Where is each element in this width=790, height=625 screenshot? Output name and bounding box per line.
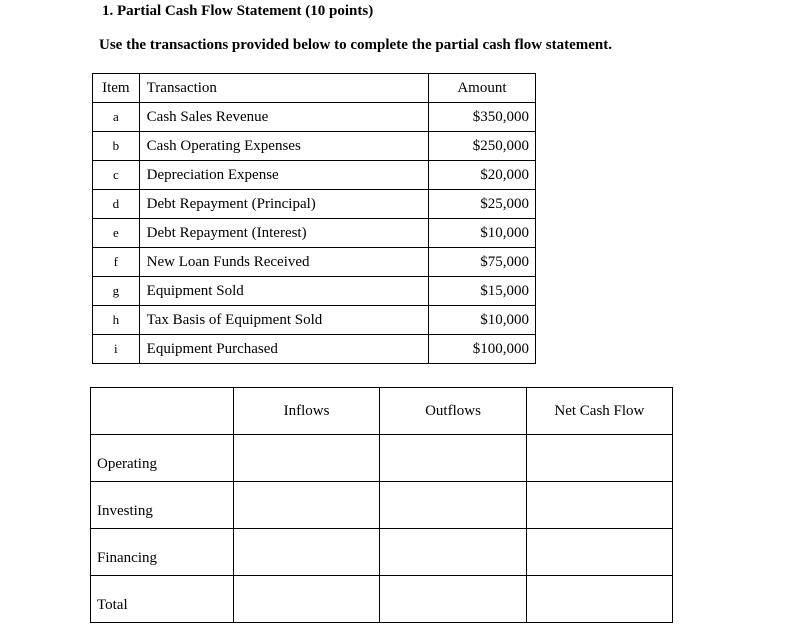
transaction-cell: Equipment Purchased — [139, 335, 428, 364]
transaction-cell: Equipment Sold — [139, 277, 428, 306]
amount-cell: $350,000 — [428, 103, 535, 132]
table-row — [93, 277, 536, 306]
amount-cell: $25,000 — [428, 190, 535, 219]
table-row — [93, 219, 536, 248]
outflows-column-header: Outflows — [380, 388, 527, 435]
transaction-cell: Debt Repayment (Interest) — [139, 219, 428, 248]
total-outflows-cell[interactable] — [380, 576, 527, 623]
item-cell: b — [93, 132, 140, 161]
item-cell: f — [93, 248, 140, 277]
transaction-cell: New Loan Funds Received — [139, 248, 428, 277]
question-title: 1. Partial Cash Flow Statement (10 points) — [102, 3, 374, 19]
category-cell-total: Total — [91, 576, 234, 623]
inflows-column-header: Inflows — [233, 388, 379, 435]
table-row — [91, 576, 673, 623]
cash-flow-statement-table — [90, 387, 673, 623]
amount-cell: $15,000 — [428, 277, 535, 306]
investing-inflows-cell[interactable] — [233, 482, 379, 529]
net-cash-flow-column-header: Net Cash Flow — [526, 388, 672, 435]
category-cell-financing: Financing — [91, 529, 234, 576]
item-cell: a — [93, 103, 140, 132]
table-row — [93, 190, 536, 219]
amount-cell: $10,000 — [428, 219, 535, 248]
table-row — [93, 103, 536, 132]
investing-outflows-cell[interactable] — [380, 482, 527, 529]
total-inflows-cell[interactable] — [233, 576, 379, 623]
item-column-header: Item — [93, 74, 140, 103]
item-cell: i — [93, 335, 140, 364]
transaction-column-header: Transaction — [139, 74, 428, 103]
operating-inflows-cell[interactable] — [233, 435, 379, 482]
investing-net-cell[interactable] — [526, 482, 672, 529]
financing-outflows-cell[interactable] — [380, 529, 527, 576]
item-cell: g — [93, 277, 140, 306]
transaction-cell: Debt Repayment (Principal) — [139, 190, 428, 219]
category-cell-investing: Investing — [91, 482, 234, 529]
transaction-cell: Tax Basis of Equipment Sold — [139, 306, 428, 335]
item-cell: e — [93, 219, 140, 248]
table-row — [93, 248, 536, 277]
table-row — [93, 132, 536, 161]
financing-net-cell[interactable] — [526, 529, 672, 576]
table-row — [91, 529, 673, 576]
table-row — [91, 482, 673, 529]
amount-cell: $75,000 — [428, 248, 535, 277]
category-column-header — [91, 388, 234, 435]
operating-outflows-cell[interactable] — [380, 435, 527, 482]
total-net-cell[interactable] — [526, 576, 672, 623]
transaction-cell: Cash Operating Expenses — [139, 132, 428, 161]
amount-cell: $250,000 — [428, 132, 535, 161]
item-cell: h — [93, 306, 140, 335]
table-row — [91, 435, 673, 482]
instructions-text: Use the transactions provided below to complete the partial cash flow statement. — [99, 37, 612, 53]
operating-net-cell[interactable] — [526, 435, 672, 482]
transactions-header-row — [93, 74, 536, 103]
amount-cell: $20,000 — [428, 161, 535, 190]
financing-inflows-cell[interactable] — [233, 529, 379, 576]
table-row — [93, 335, 536, 364]
table-row — [93, 306, 536, 335]
transaction-cell: Cash Sales Revenue — [139, 103, 428, 132]
item-cell: c — [93, 161, 140, 190]
cash-flow-header-row — [91, 388, 673, 435]
amount-cell: $100,000 — [428, 335, 535, 364]
table-row — [93, 161, 536, 190]
amount-cell: $10,000 — [428, 306, 535, 335]
transaction-cell: Depreciation Expense — [139, 161, 428, 190]
transactions-table — [92, 73, 536, 364]
amount-column-header: Amount — [428, 74, 535, 103]
item-cell: d — [93, 190, 140, 219]
category-cell-operating: Operating — [91, 435, 234, 482]
